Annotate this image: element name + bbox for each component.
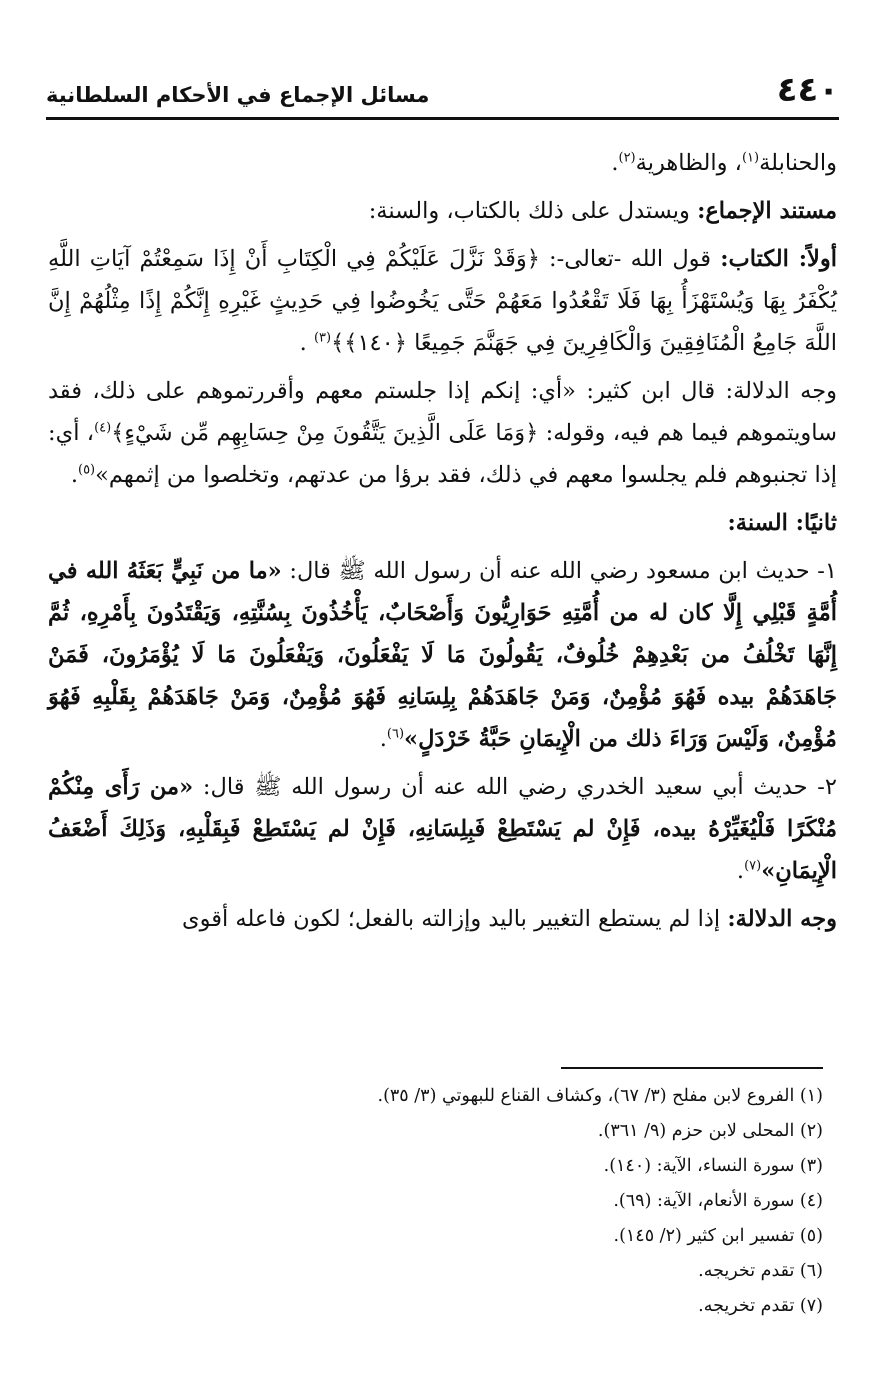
footnote-item: (٥) تفسير ابن كثير (٢/ ١٤٥). xyxy=(613,1226,823,1246)
footnotes-list xyxy=(60,1079,823,1324)
hadith-intro: ٢- حديث أبي سعيد الخدري رضي الله عنه أن رسول الله ﷺ قال: xyxy=(193,774,837,800)
paragraph-end: . xyxy=(299,330,314,356)
paragraph-text: إذا لم يستطع التغيير باليد وإزالته بالفعل؛ لكون فاعله أقوى xyxy=(182,906,728,932)
hadith-intro: ١- حديث ابن مسعود رضي الله عنه أن رسول الله ﷺ قال: xyxy=(281,558,837,584)
footnote-item: (٢) المحلى لابن حزم (٩/ ٣٦١). xyxy=(597,1121,823,1141)
paragraph-text: والحنابلة xyxy=(759,150,837,176)
footnote-ref: (٦) xyxy=(386,726,405,742)
main-text xyxy=(48,142,837,946)
running-title: مسائل الإجماع في الأحكام السلطانية xyxy=(46,83,430,107)
footnote-ref: (٥) xyxy=(77,462,96,478)
paragraph-quran xyxy=(48,238,837,364)
paragraph-end: . xyxy=(736,858,745,884)
footnote-ref: (٢) xyxy=(618,150,636,166)
hadith-text: «من رَأَى مِنْكُمْ مُنْكَرًا فَلْيُغَيِّرْهُ بيده، فَإِنْ لم يَسْتَطِعْ فَبِلِسَانِهِ، فَإِنْ لم يَسْتَطِعْ فَبِقَلْبِهِ، وَذَلِكَ أَضْعَفُ الْإِيمَانِ» xyxy=(48,774,837,884)
footnote-ref: (٧) xyxy=(744,858,762,874)
section-label: ثانيًا: السنة: xyxy=(727,510,837,536)
footnote-ref: (٤) xyxy=(94,420,112,436)
section-label: مستند الإجماع: xyxy=(697,198,837,224)
footnote-item: (٧) تقدم تخريجه. xyxy=(698,1296,823,1316)
quran-verse: قول الله -تعالى-: ﴿وَقَدْ نَزَّلَ عَلَيْكُمْ فِي الْكِتَابِ أَنْ إِذَا سَمِعْتُمْ آيَاتِ اللَّهِ يُكْفَرُ بِهَا وَيُسْتَهْزَأُ بِهَا فَلَا تَقْعُدُوا مَعَهُمْ حَتَّى يَخُوضُوا فِي حَدِيثٍ غَيْرِهِ إِنَّكُمْ إِذًا مِثْلُهُمْ إِنَّ اللَّهَ جَامِعُ الْمُنَافِقِينَ وَالْكَافِرِينَ فِي جَهَنَّمَ جَمِيعًا ﴿١٤٠﴾﴾ xyxy=(48,246,837,356)
paragraph-text: وجه الدلالة: قال ابن كثير: «أي: إنكم إذا جلستم معهم وأقررتموهم على ذلك، فقد ساويتموهم فيما هم فيه، وقوله: ﴿وَمَا عَلَى الَّذِينَ يَتَّقُونَ مِنْ حِسَابِهِم مِّن شَيْءٍ﴾ xyxy=(48,378,837,446)
paragraph-hadith-ibn-masud xyxy=(48,550,837,760)
page-header xyxy=(46,72,839,120)
paragraph-end: . xyxy=(70,462,78,488)
footnote-item: (٣) سورة النساء، الآية: (١٤٠). xyxy=(603,1156,823,1176)
paragraph-text: ، أي: إذا تجنبوهم فلم يجلسوا معهم في ذلك، فقد برؤا من عدتهم، وتخلصوا من إثمهم» xyxy=(48,420,837,488)
paragraph-evidence xyxy=(48,898,837,940)
paragraph-ijma-basis xyxy=(48,190,837,232)
paragraph-end: . xyxy=(379,726,387,752)
paragraph-ibn-kathir xyxy=(48,370,837,496)
section-label: وجه الدلالة: xyxy=(727,906,837,932)
footnote-separator xyxy=(561,1067,823,1069)
paragraph-text: ويستدل على ذلك بالكتاب، والسنة: xyxy=(368,198,698,224)
paragraph-hadith-abu-said xyxy=(48,766,837,892)
footnote-item: (٦) تقدم تخريجه. xyxy=(698,1261,823,1281)
paragraph-hanabila xyxy=(48,142,837,184)
hadith-text: «ما من نَبِيٍّ بَعَثَهُ الله في أُمَّةٍ قَبْلِي إِلَّا كان له من أُمَّتِهِ حَوَارِيُّونَ وَأَصْحَابٌ، يَأْخُذُونَ بِسُنَّتِهِ، وَيَقْتَدُونَ بِأَمْرِهِ، ثُمَّ إِنَّهَا تَخْلُفُ من بَعْدِهِمْ خُلُوفٌ، يَقُولُونَ مَا لَا يَفْعَلُونَ، وَيَفْعَلُونَ مَا لَا يُؤْمَرُونَ، فَمَنْ جَاهَدَهُمْ بيده فَهُوَ مُؤْمِنٌ، وَمَنْ جَاهَدَهُمْ بِلِسَانِهِ فَهُوَ مُؤْمِنٌ، وَمَنْ جَاهَدَهُمْ بِقَلْبِهِ فَهُوَ مُؤْمِنٌ، وَلَيْسَ وَرَاءَ ذلك من الْإِيمَانِ حَبَّةُ خَرْدَلٍ» xyxy=(48,558,837,752)
paragraph-text: ، والظاهرية xyxy=(635,150,742,176)
footnote-item: (٤) سورة الأنعام، الآية: (٦٩). xyxy=(613,1191,823,1211)
paragraph-sunnah-heading xyxy=(48,502,837,544)
section-label: أولاً: الكتاب: xyxy=(720,246,837,272)
page-number: ٤٤٠ xyxy=(776,70,839,110)
footnote-item: (١) الفروع لابن مفلح (٣/ ٦٧)، وكشاف القناع للبهوتي (٣/ ٣٥). xyxy=(377,1086,823,1106)
footnote-ref: (٣) xyxy=(313,330,332,346)
footnote-ref: (١) xyxy=(741,150,760,166)
paragraph-end: . xyxy=(611,150,619,176)
